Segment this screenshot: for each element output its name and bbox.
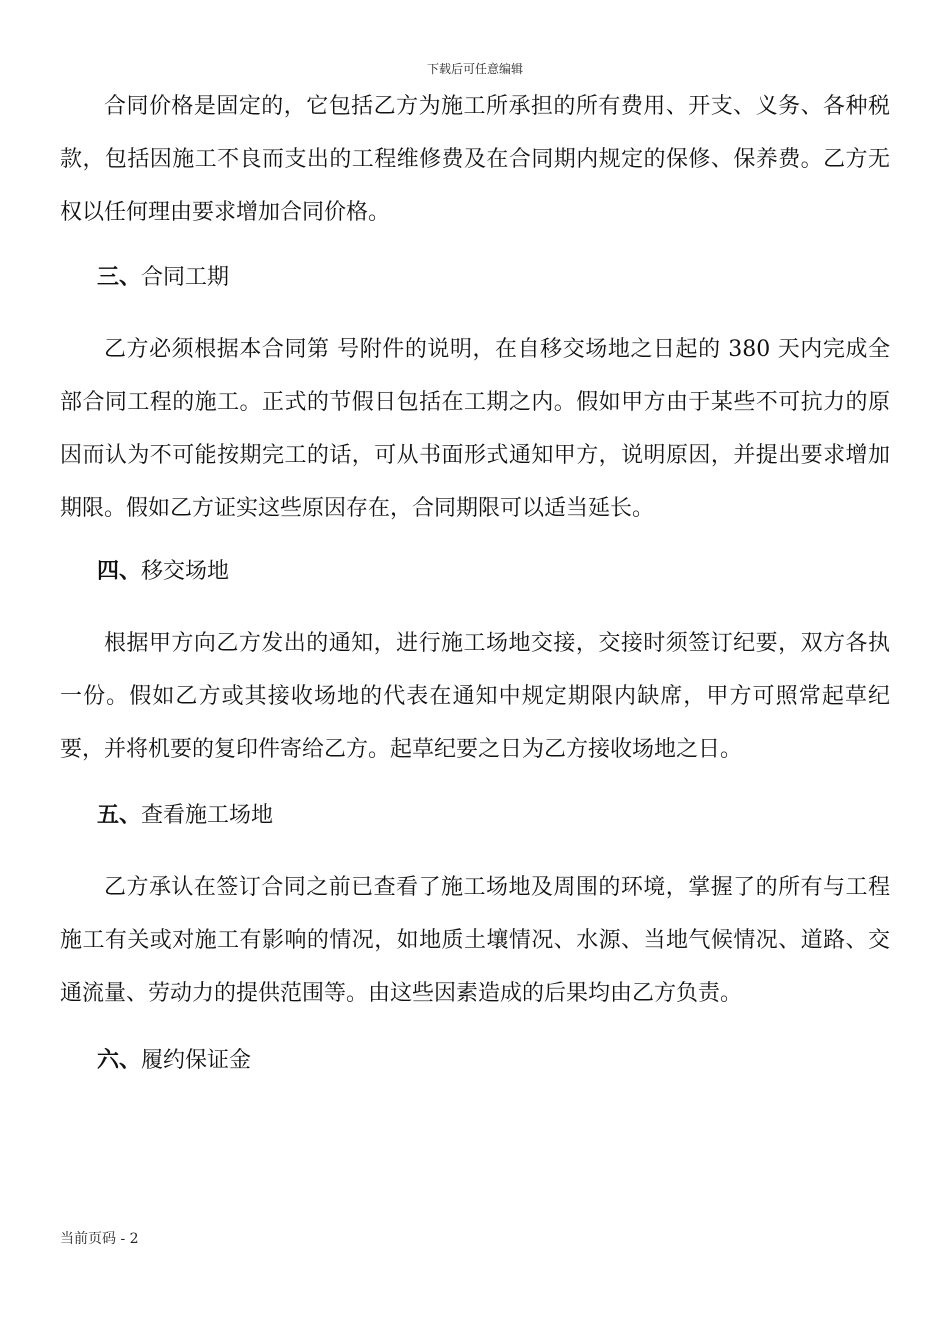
section-5-number: 五、 [97, 802, 142, 828]
section-3-heading [97, 262, 229, 293]
section-3-title: 合同工期 [141, 265, 230, 290]
section-3-number: 三、 [97, 264, 142, 290]
section-4-body: 根据甲方向乙方发出的通知，进行施工场地交接，交接时须签订纪要，双方各执一份。假如乙方或其接收场地的代表在通知中规定期限内缺席，甲方可照常起草纪要，并将机要的复印件寄给乙方。起草纪要之日为乙方接收场地之日。 [60, 631, 890, 762]
section-6-title: 履约保证金 [141, 1048, 252, 1073]
section-5-heading [97, 800, 273, 831]
section-5-title: 查看施工场地 [141, 803, 274, 828]
section-4-heading [97, 556, 229, 587]
section-5-body: 乙方承认在签订合同之前已查看了施工场地及周围的环境，掌握了的所有与工程施工有关或对施工有影响的情况，如地质土壤情况、水源、当地气候情况、道路、交通流量、劳动力的提供范围等。由这些因素造成的后果均由乙方负责。 [60, 875, 890, 1006]
contract-price-paragraph: 合同价格是固定的，它包括乙方为施工所承担的所有费用、开支、义务、各种税款，包括因施工不良而支出的工程维修费及在合同期内规定的保修、保养费。乙方无权以任何理由要求增加合同价格。 [60, 94, 890, 225]
section-6-number: 六、 [97, 1047, 142, 1073]
download-note: 下载后可任意编辑 [426, 62, 523, 76]
section-3-body: 乙方必须根据本合同第 号附件的说明，在自移交场地之日起的 380 天内完成全部合同工程的施工。正式的节假日包括在工期之内。假如甲方由于某些不可抗力的原因而认为不可能按期完工的话，可从书面形式通知甲方，说明原因，并提出要求增加期限。假如乙方证实这些原因存在，合同期限可以适当延长。 [60, 337, 890, 521]
section-4-title: 移交场地 [141, 559, 230, 584]
section-4-number: 四、 [97, 558, 142, 584]
page-number-label: 当前页码 - 2 [60, 1231, 139, 1247]
section-6-heading [97, 1045, 251, 1076]
